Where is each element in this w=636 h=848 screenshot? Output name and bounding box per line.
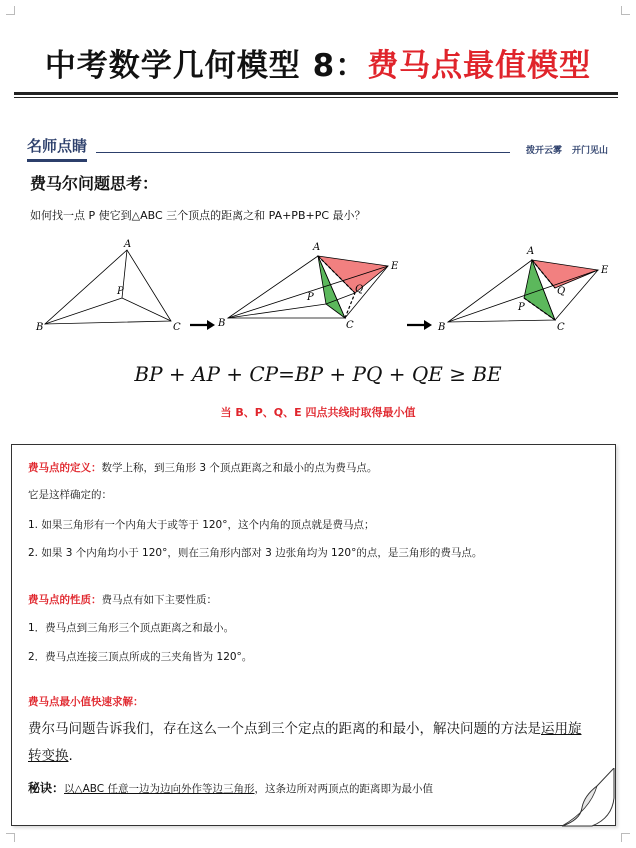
formula: BP + AP + CP=BP + PQ + QE ≥ BE <box>134 362 502 386</box>
formula-note: 当 B、P、Q、E 四点共线时取得最小值 <box>220 406 416 419</box>
concept-box <box>11 444 616 826</box>
fig2-label-b: B <box>218 318 226 329</box>
corner-mark-top-left <box>6 6 15 15</box>
fig2-label-p: P <box>307 292 314 303</box>
property-line <box>28 592 217 607</box>
section-label: 名师点睛 <box>27 135 87 162</box>
fig1-label-p: P <box>117 286 124 297</box>
fig1-label-a: A <box>124 239 132 250</box>
fig3-label-p: P <box>518 302 525 313</box>
definition-item-1: 1. 如果三角形有一个内角大于或等于 120°，这个内角的顶点就是费马点； <box>28 519 375 531</box>
slogan-part-2: 开门见山 <box>571 146 608 156</box>
property-item-2: 2．费马点连接三顶点所成的三夹角皆为 120°。 <box>28 651 253 663</box>
title-black-part: 中考数学几何模型 8： <box>44 48 368 84</box>
slogan-part-1: 拨开云雾 <box>525 146 562 156</box>
tip-underlined: 以△ABC 任意一边为边向外作等边三角形 <box>64 783 255 795</box>
title-rule-thin <box>14 97 618 98</box>
tip-rest: ，这条边所对两顶点的距离即为最小值 <box>254 783 433 795</box>
figure-triangle-2 <box>228 256 388 318</box>
intro-question: 如何找一点 P 使它到△ABC 三个顶点的距离之和 PA+PB+PC 最小？ <box>30 209 366 222</box>
quick-solve-text-line-1 <box>28 717 582 737</box>
intro-heading: 费马尔问题思考： <box>30 174 159 193</box>
corner-mark-top-right <box>621 6 630 15</box>
page-curl-icon <box>552 768 616 830</box>
fig3-label-a: A <box>527 246 535 257</box>
property-text: 费马点有如下主要性质： <box>101 594 217 606</box>
property-item-1: 1．费马点到三角形三个顶点距离之和最小。 <box>28 622 235 634</box>
page-title <box>0 40 636 85</box>
fig2-label-q: Q <box>355 284 364 295</box>
fermat-point-figure <box>0 236 636 346</box>
definition-text: 数学上称，到三角形 3 个顶点距离之和最小的点为费马点。 <box>101 462 378 474</box>
fig2-label-a: A <box>313 242 321 253</box>
definition-item-2: 2. 如果 3 个内角均小于 120°，则在三角形内部对 3 边张角均为 120°的点，是三角形的费马点。 <box>28 547 483 559</box>
fig3-label-c: C <box>557 322 565 333</box>
quick-solve-highlight-2: 转变换 <box>28 748 69 764</box>
property-label: 费马点的性质： <box>28 594 102 606</box>
figure-triangle-1 <box>45 250 171 324</box>
definition-line <box>28 460 377 475</box>
arrow-right-icon <box>407 320 432 330</box>
title-rule-thick <box>14 92 618 95</box>
fig2-label-c: C <box>346 320 354 331</box>
corner-mark-bottom-right <box>621 833 630 842</box>
corner-mark-bottom-left <box>6 833 15 842</box>
definition-label: 费马点的定义： <box>28 462 102 474</box>
quick-solve-highlight-1: 运用旋 <box>541 721 582 737</box>
quick-solve-text-line-2 <box>28 744 73 764</box>
fig3-label-q: Q <box>557 286 566 297</box>
fig3-label-e: E <box>601 265 609 276</box>
definition-intro: 它是这样确定的： <box>28 489 112 501</box>
section-slogan <box>516 143 608 156</box>
arrow-right-icon <box>190 320 215 330</box>
fig3-label-b: B <box>438 322 446 333</box>
quick-solve-label: 费马点最小值快速求解： <box>28 696 144 708</box>
tip-line <box>28 779 433 796</box>
section-divider <box>96 152 510 153</box>
title-red-part: 费马点最值模型 <box>367 48 592 84</box>
fig1-label-b: B <box>36 322 44 333</box>
tip-label: 秘诀： <box>28 781 65 795</box>
fig2-label-e: E <box>391 261 399 272</box>
fig1-label-c: C <box>173 322 181 333</box>
quick-solve-end: . <box>68 748 73 764</box>
quick-solve-text: 费尔马问题告诉我们，存在这么一个点到三个定点的距离的和最小，解决问题的方法是 <box>28 721 541 737</box>
